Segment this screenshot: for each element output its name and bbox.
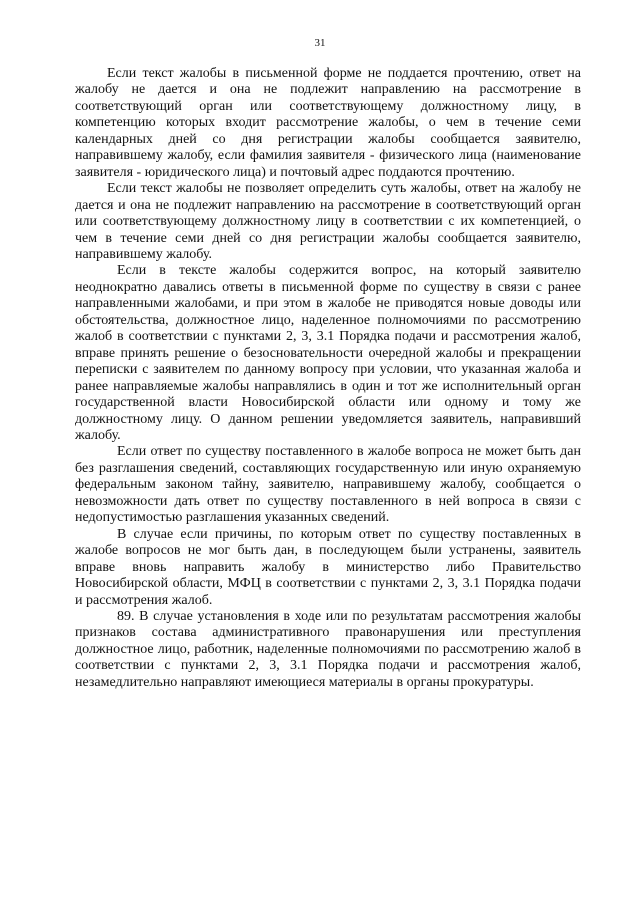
paragraph-89-prosecution: 89. В случае установления в ходе или по результатам рассмотрения жалобы признаков состава административного правонарушения или преступления должностное лицо, работник, наделенные полномочиями по рассмотрению жалоб в соответствии с пунктами 2, 3, 3.1 Порядка подачи и рассмотрения жалоб, незамедлительно направляют имеющиеся материалы в органы прокуратуры. bbox=[75, 608, 581, 690]
paragraph-state-secret: Если ответ по существу поставленного в жалобе вопроса не может быть дан без разглашения сведений, составляющих государственную или иную охраняемую федеральным законом тайну, заявителю, направившему жалобу, сообщается о невозможности дать ответ по существу поставленного в ней вопроса в связи с недопустимостью разглашения указанных сведений. bbox=[75, 444, 581, 526]
paragraph-undefined-essence: Если текст жалобы не позволяет определить суть жалобы, ответ на жалобу не дается и она не подлежит направлению на рассмотрение в соответствующий орган или соответствующему должностному лицу в соответствии с их компетенцией, о чем в течение семи дней со дня регистрации жалобы сообщается заявителю, направившему жалобу. bbox=[75, 181, 581, 262]
document-body bbox=[75, 66, 581, 691]
paragraph-reasons-eliminated: В случае если причины, по которым ответ по существу поставленных в жалобе вопросов не мог быть дан, в последующем были устранены, заявитель вправе вновь направить жалобу в министерство либо Правительство Новосибирской области, МФЦ в соответствии с пунктами 2, 3, 3.1 Порядка подачи и рассмотрения жалоб. bbox=[75, 526, 581, 608]
page-number: 31 bbox=[314, 37, 326, 49]
paragraph-repeated-question: Если в тексте жалобы содержится вопрос, на который заявителю неоднократно давались ответы в письменной форме по существу в связи с ранее направленными жалобами, и при этом в жалобе не приводятся новые доводы или обстоятельства, должностное лицо, наделенное полномочиями по рассмотрению жалоб в соответствии с пунктами 2, 3, 3.1 Порядка подачи и рассмотрения жалоб, вправе принять решение о безосновательности очередной жалобы и прекращении переписки с заявителем по данному вопросу при условии, что указанная жалоба и ранее направляемые жалобы направлялись в один и тот же исполнительный орган государственной власти Новосибирской области или одному и тому же должностному лицу. О данном решении уведомляется заявитель, направивший жалобу. bbox=[75, 263, 581, 443]
paragraph-unreadable-complaint: Если текст жалобы в письменной форме не поддается прочтению, ответ на жалобу не дается и она не подлежит направлению на рассмотрение в соответствующий орган или соответствующему должностному лицу, в компетенцию которых входит рассмотрение жалобы, о чем в течение семи календарных дней со дня регистрации жалобы сообщается заявителю, направившему жалобу, если фамилия заявителя - физического лица (наименование заявителя - юридического лица) и почтовый адрес поддаются прочтению. bbox=[75, 66, 581, 180]
